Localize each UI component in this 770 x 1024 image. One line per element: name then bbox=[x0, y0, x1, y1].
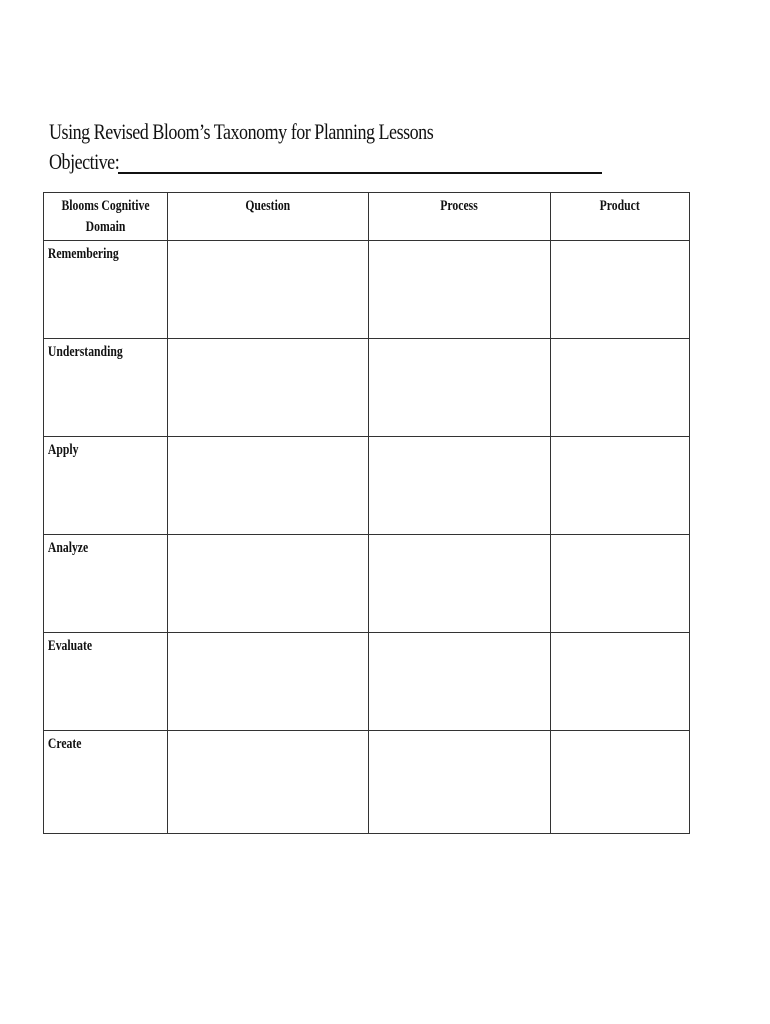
question-cell[interactable] bbox=[168, 535, 369, 633]
question-cell[interactable] bbox=[168, 731, 369, 834]
objective-field[interactable] bbox=[118, 172, 602, 174]
header-question-label: Question bbox=[245, 198, 291, 214]
process-cell[interactable] bbox=[369, 241, 551, 339]
question-cell[interactable] bbox=[168, 339, 369, 437]
product-cell[interactable] bbox=[551, 339, 690, 437]
domain-label: Understanding bbox=[47, 344, 123, 360]
domain-cell bbox=[44, 339, 168, 437]
domain-cell bbox=[44, 241, 168, 339]
table-row bbox=[44, 437, 690, 535]
domain-label: Evaluate bbox=[47, 638, 93, 654]
page-title: Using Revised Bloom’s Taxonomy for Planning Lessons bbox=[49, 119, 434, 144]
domain-cell bbox=[44, 731, 168, 834]
question-cell[interactable] bbox=[168, 241, 369, 339]
product-cell[interactable] bbox=[551, 437, 690, 535]
header-product bbox=[551, 193, 690, 241]
table-header-row bbox=[44, 193, 690, 241]
product-cell[interactable] bbox=[551, 731, 690, 834]
objective-row bbox=[49, 148, 559, 178]
table-row bbox=[44, 535, 690, 633]
domain-label: Remembering bbox=[47, 246, 119, 262]
header-question bbox=[168, 193, 369, 241]
header-product-label: Product bbox=[599, 198, 641, 214]
table-row bbox=[44, 633, 690, 731]
domain-label: Apply bbox=[47, 442, 79, 458]
product-cell[interactable] bbox=[551, 535, 690, 633]
process-cell[interactable] bbox=[369, 633, 551, 731]
process-cell[interactable] bbox=[369, 437, 551, 535]
domain-cell bbox=[44, 535, 168, 633]
question-cell[interactable] bbox=[168, 633, 369, 731]
domain-label: Analyze bbox=[47, 540, 89, 556]
table-row bbox=[44, 731, 690, 834]
header-domain-label: Blooms Cognitive Domain bbox=[61, 198, 150, 235]
domain-label: Create bbox=[47, 736, 82, 752]
domain-cell bbox=[44, 437, 168, 535]
header-domain bbox=[44, 193, 168, 241]
process-cell[interactable] bbox=[369, 535, 551, 633]
table-row bbox=[44, 241, 690, 339]
process-cell[interactable] bbox=[369, 731, 551, 834]
product-cell[interactable] bbox=[551, 241, 690, 339]
domain-cell bbox=[44, 633, 168, 731]
product-cell[interactable] bbox=[551, 633, 690, 731]
header-process bbox=[369, 193, 551, 241]
table-row bbox=[44, 339, 690, 437]
question-cell[interactable] bbox=[168, 437, 369, 535]
objective-label: Objective: bbox=[49, 149, 120, 174]
bloom-planning-table bbox=[43, 192, 690, 834]
header-process-label: Process bbox=[440, 198, 479, 214]
process-cell[interactable] bbox=[369, 339, 551, 437]
